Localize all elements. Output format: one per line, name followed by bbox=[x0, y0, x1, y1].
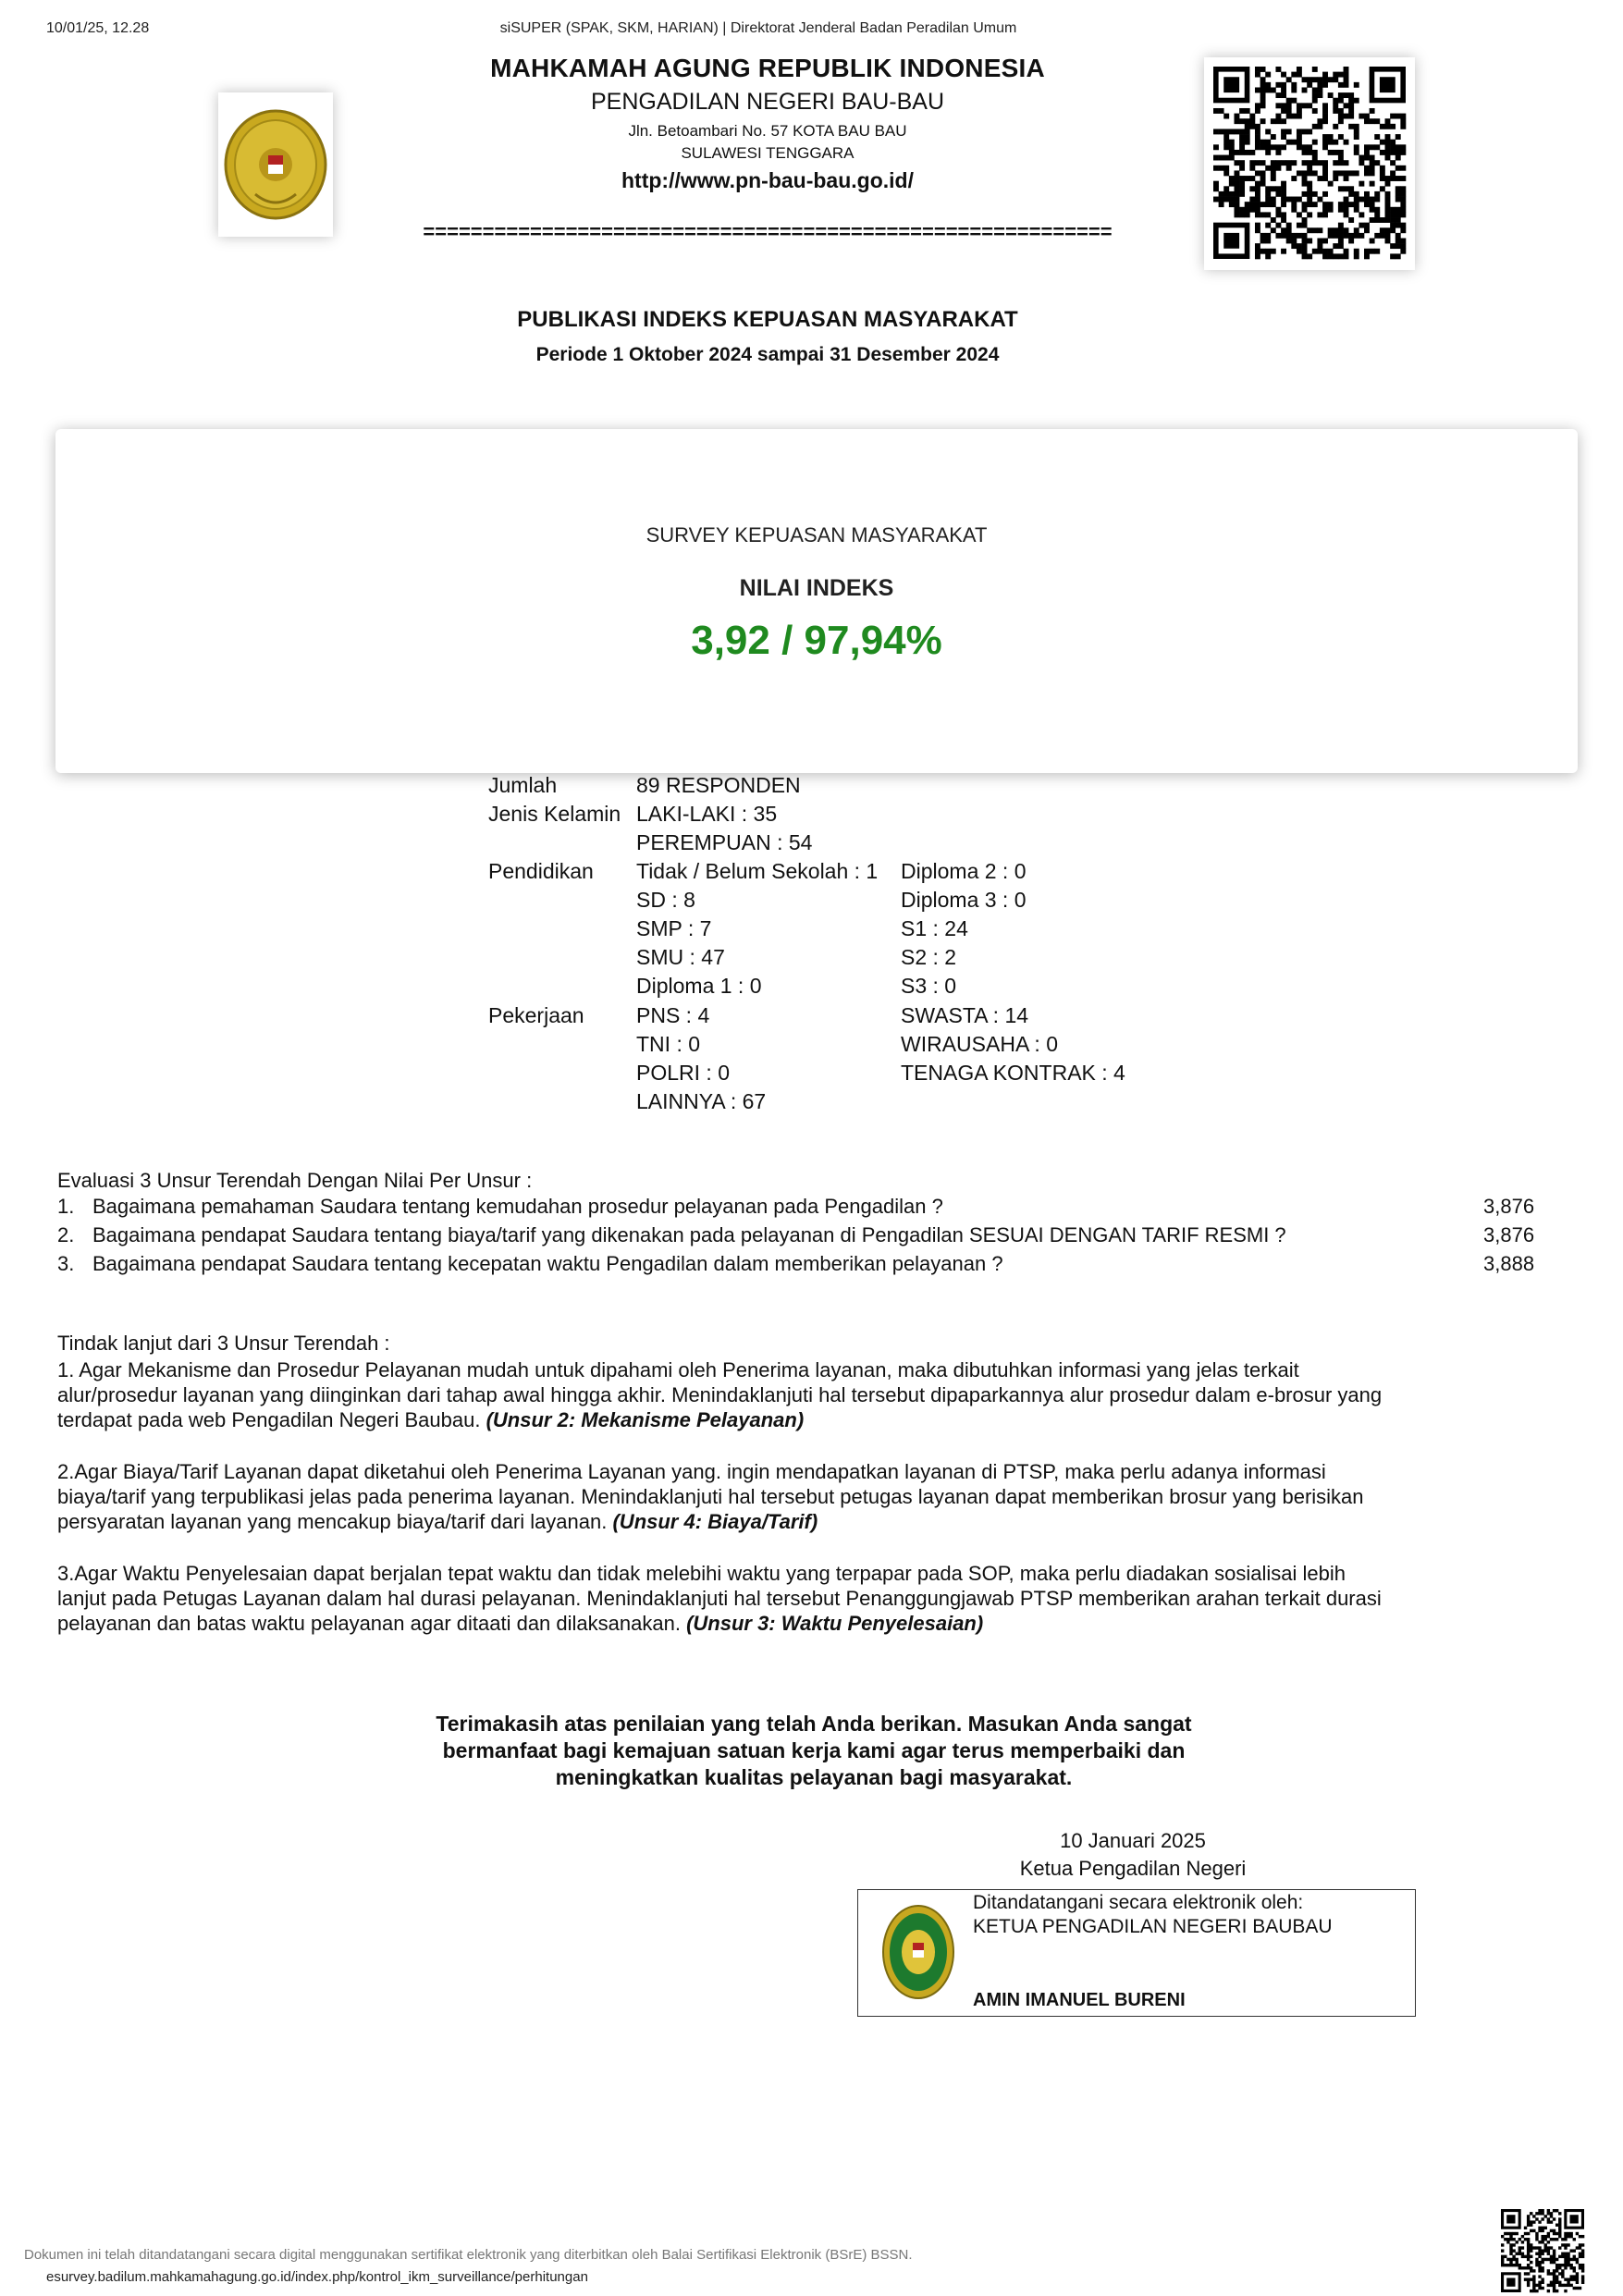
signer-position: KETUA PENGADILAN NEGERI BAUBAU bbox=[973, 1916, 1333, 1937]
jumlah-value: 89 RESPONDEN bbox=[636, 773, 801, 797]
pengadilan-negeri-emblem-icon bbox=[880, 1900, 956, 2004]
evaluation-item bbox=[57, 1195, 943, 1219]
follow-up-title: Tindak lanjut dari 3 Unsur Terendah : bbox=[57, 1332, 390, 1355]
jumlah-label: Jumlah bbox=[488, 773, 558, 797]
paragraph-line: 2.Agar Biaya/Tarif Layanan dapat diketahui oleh Penerima Layanan yang. ingin mendapatkan layanan di PTSP, maka perlu adanya informasi bbox=[57, 1460, 1326, 1483]
job-item: WIRAUSAHA : 0 bbox=[901, 1032, 1058, 1056]
thanks-line: meningkatkan kualitas pelayanan bagi masyarakat. bbox=[555, 1765, 1073, 1789]
evaluation-text: Bagaimana pemahaman Saudara tentang kemudahan prosedur pelayanan pada Pengadilan ? bbox=[92, 1195, 943, 1218]
job-item: PNS : 4 bbox=[636, 1003, 710, 1027]
signed-by-label: Ditandatangani secara elektronik oleh: bbox=[973, 1892, 1304, 1913]
evaluation-score: 3,888 bbox=[1483, 1252, 1535, 1275]
print-datetime: 10/01/25, 12.28 bbox=[46, 20, 150, 36]
evaluation-number: 1. bbox=[57, 1195, 75, 1218]
job-item: POLRI : 0 bbox=[636, 1061, 730, 1085]
education-item: SMP : 7 bbox=[636, 916, 712, 940]
education-label: Pendidikan bbox=[488, 859, 594, 883]
nilai-indeks-label: NILAI INDEKS bbox=[739, 575, 894, 601]
signer-name: AMIN IMANUEL BURENI bbox=[973, 1990, 1186, 2010]
org-name: MAHKAMAH AGUNG REPUBLIK INDONESIA bbox=[490, 54, 1045, 82]
paragraph-line: terdapat pada web Pengadilan Negeri Baubau. bbox=[57, 1408, 486, 1431]
education-item: Diploma 1 : 0 bbox=[636, 974, 762, 998]
evaluation-number: 3. bbox=[57, 1252, 75, 1275]
paragraph-line: alur/prosedur layanan yang diinginkan dari tahap awal hingga akhir. Menindaklanjuti hal tersebut dipaparkannya alur prosedur dalam e-brosur yang bbox=[57, 1383, 1383, 1406]
qr-code-icon bbox=[1204, 57, 1415, 270]
court-province: SULAWESI TENGGARA bbox=[681, 144, 855, 162]
evaluation-title: Evaluasi 3 Unsur Terendah Dengan Nilai Per Unsur : bbox=[57, 1169, 533, 1192]
paragraph-line: 1. Agar Mekanisme dan Prosedur Pelayanan mudah untuk dipahami oleh Penerima layanan, maka dibutuhkan informasi yang jelas terkait bbox=[57, 1358, 1299, 1381]
job-item: TENAGA KONTRAK : 4 bbox=[901, 1061, 1125, 1085]
job-label: Pekerjaan bbox=[488, 1003, 584, 1027]
gender-female: PEREMPUAN : 54 bbox=[636, 830, 813, 854]
education-item: Tidak / Belum Sekolah : 1 bbox=[636, 859, 879, 883]
education-item: Diploma 3 : 0 bbox=[901, 888, 1027, 912]
page-url: esurvey.badilum.mahkamahagung.go.id/index.php/kontrol_ikm_surveillance/perhitungan bbox=[46, 2269, 588, 2285]
job-item: LAINNYA : 67 bbox=[636, 1089, 767, 1113]
paragraph-line: pelayanan dan batas waktu pelayanan agar ditaati dan dilaksanakan. bbox=[57, 1612, 687, 1635]
thanks-line: Terimakasih atas penilaian yang telah Anda berikan. Masukan Anda sangat bbox=[436, 1712, 1192, 1736]
print-page-title: siSUPER (SPAK, SKM, HARIAN) | Direktorat Jenderal Badan Peradilan Umum bbox=[499, 20, 1017, 36]
paragraph-line: lanjut pada Petugas Layanan dalam hal durasi pelayanan. Menindaklanjuti hal tersebut Penanggungjawab PTSP memberikan arahan terkait durasi bbox=[57, 1587, 1382, 1610]
education-item: S1 : 24 bbox=[901, 916, 968, 940]
publication-period: Periode 1 Oktober 2024 sampai 31 Desember 2024 bbox=[535, 344, 1000, 365]
education-item: Diploma 2 : 0 bbox=[901, 859, 1027, 883]
evaluation-item bbox=[57, 1223, 1286, 1247]
evaluation-text: Bagaimana pendapat Saudara tentang kecepatan waktu Pengadilan dalam memberikan pelayanan ? bbox=[92, 1252, 1003, 1275]
evaluation-number: 2. bbox=[57, 1223, 75, 1246]
paragraph-line: persyaratan layanan yang mencakup biaya/tarif dari layanan. bbox=[57, 1510, 613, 1533]
gender-label: Jenis Kelamin bbox=[488, 802, 621, 826]
education-item: S3 : 0 bbox=[901, 974, 957, 998]
follow-up-paragraph-2 bbox=[57, 1459, 1574, 1534]
unsur-reference: (Unsur 2: Mekanisme Pelayanan) bbox=[486, 1408, 805, 1431]
follow-up-paragraph-3 bbox=[57, 1561, 1574, 1636]
nilai-indeks-value: 3,92 / 97,94% bbox=[691, 618, 942, 663]
publication-title: PUBLIKASI INDEKS KEPUASAN MASYARAKAT bbox=[517, 307, 1018, 332]
gender-male: LAKI-LAKI : 35 bbox=[636, 802, 778, 826]
mahkamah-agung-seal-icon bbox=[218, 92, 333, 237]
evaluation-score: 3,876 bbox=[1483, 1223, 1535, 1246]
court-address: Jln. Betoambari No. 57 KOTA BAU BAU bbox=[628, 122, 907, 140]
signature-date: 10 Januari 2025 bbox=[1060, 1829, 1206, 1852]
survey-label: SURVEY KEPUASAN MASYARAKAT bbox=[646, 523, 988, 546]
job-item: SWASTA : 14 bbox=[901, 1003, 1029, 1027]
education-item: SMU : 47 bbox=[636, 945, 725, 969]
job-item: TNI : 0 bbox=[636, 1032, 701, 1056]
education-item: SD : 8 bbox=[636, 888, 695, 912]
thanks-line: bermanfaat bagi kemajuan satuan kerja kami agar terus memperbaiki dan bbox=[442, 1738, 1186, 1762]
unsur-reference: (Unsur 4: Biaya/Tarif) bbox=[612, 1510, 818, 1533]
paragraph-line: biaya/tarif yang terpublikasi jelas pada penerima layanan. Menindaklanjuti hal tersebut petugas layanan dapat memberikan brosur yang berisikan bbox=[57, 1485, 1364, 1508]
footer-qr-code-icon bbox=[1498, 2206, 1587, 2295]
paragraph-line: 3.Agar Waktu Penyelesaian dapat berjalan tepat waktu dan tidak melebihi waktu yang terpapar pada SOP, maka perlu diadakan sosialisai lebih bbox=[57, 1562, 1346, 1585]
unsur-reference: (Unsur 3: Waktu Penyelesaian) bbox=[686, 1612, 984, 1635]
follow-up-paragraph-1 bbox=[57, 1357, 1574, 1432]
digital-signature-note: Dokumen ini telah ditandatangani secara digital menggunakan sertifikat elektronik yang diterbitkan oleh Balai Sertifikasi Elektronik (BSrE) BSSN. bbox=[24, 2247, 913, 2263]
education-item: S2 : 2 bbox=[901, 945, 957, 969]
court-url[interactable]: http://www.pn-bau-bau.go.id/ bbox=[621, 168, 914, 192]
court-name: PENGADILAN NEGERI BAU-BAU bbox=[590, 89, 945, 115]
evaluation-score: 3,876 bbox=[1483, 1195, 1535, 1218]
evaluation-item bbox=[57, 1252, 1003, 1276]
thanks-message bbox=[388, 1711, 1239, 1791]
header-rule: ========================================================== bbox=[423, 220, 1113, 243]
signature-role: Ketua Pengadilan Negeri bbox=[1019, 1857, 1247, 1880]
evaluation-text: Bagaimana pendapat Saudara tentang biaya/tarif yang dikenakan pada pelayanan di Pengadilan SESUAI DENGAN TARIF RESMI ? bbox=[92, 1223, 1286, 1246]
